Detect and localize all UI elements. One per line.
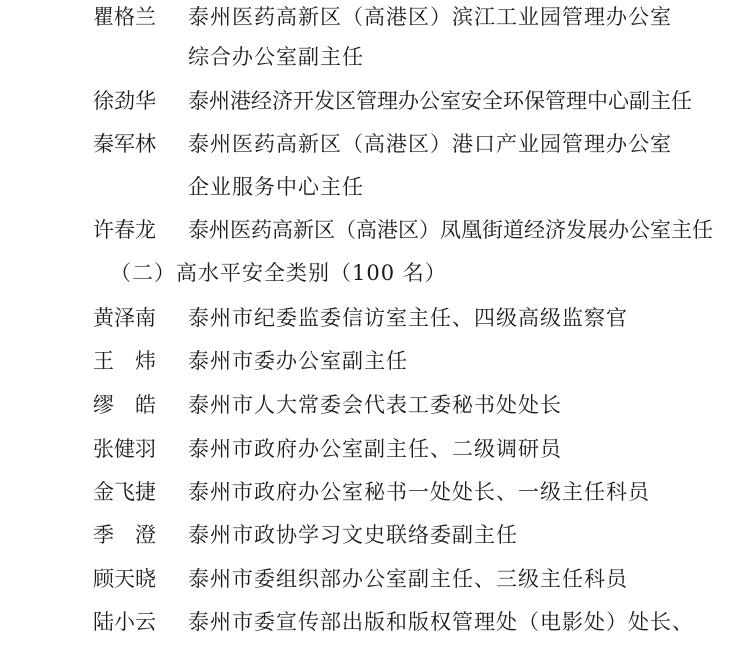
person-name: 黄泽南 [93,306,156,330]
person-name: 季 澄 [93,523,156,547]
person-name: 顾天晓 [93,567,156,591]
person-title: 泰州港经济开发区管理办公室安全环保管理中心副主任 [188,89,692,113]
person-title: 泰州市政府办公室秘书一处处长、一级主任科员 [188,480,650,504]
person-name: 陆小云 [93,610,156,634]
person-name: 瞿格兰 [93,5,156,29]
person-title: 泰州市政协学习文史联络委副主任 [188,523,518,547]
person-title: 泰州市纪委监委信访室主任、四级高级监察官 [188,306,628,330]
person-title: 企业服务中心主任 [188,175,364,199]
person-title: 泰州市委组织部办公室副主任、三级主任科员 [188,567,628,591]
person-title: 综合办公室副主任 [188,45,364,69]
person-title: 泰州医药高新区（高港区）滨江工业园管理办公室 [188,5,672,29]
person-title: 泰州医药高新区（高港区）港口产业园管理办公室 [188,132,672,156]
person-name: 缪 皓 [93,393,156,417]
person-name: 许春龙 [93,218,156,242]
person-title: 泰州市委办公室副主任 [188,349,408,373]
person-name: 王 炜 [93,349,156,373]
person-title: 泰州市委宣传部出版和版权管理处（电影处）处长、 [188,610,694,634]
person-name: 张健羽 [93,437,156,461]
person-name: 金飞捷 [93,480,156,504]
person-title: 泰州市政府办公室副主任、二级调研员 [188,437,562,461]
person-title: 泰州医药高新区（高港区）凤凰街道经济发展办公室主任 [188,218,713,242]
person-title: 泰州市人大常委会代表工委秘书处处长 [188,393,562,417]
person-name: 徐劲华 [93,89,156,113]
person-name: 秦军林 [93,132,156,156]
section-heading-text: （二）高水平安全类别（100 名） [110,261,447,285]
